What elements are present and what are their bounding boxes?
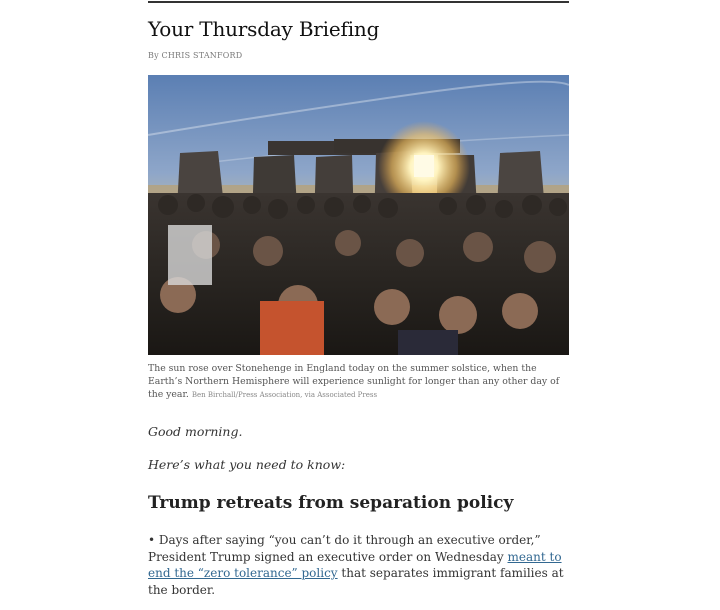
paragraph-text-after-link: that separates immigrant families at the border. (148, 566, 564, 597)
section-headline: Trump retreats from separation policy (148, 493, 514, 513)
intro-line: Here’s what you need to know: (148, 457, 346, 472)
byline: By CHRIS STANFORD (148, 51, 243, 60)
article-container (148, 0, 569, 610)
zero-tolerance-link[interactable]: meant to end the “zero tolerance” policy (148, 549, 562, 580)
greeting: Good morning. (148, 424, 243, 439)
paragraph-text-before-link: • Days after saying “you can’t do it through an executive order,” President Trump signed an executive order on Wednesday (148, 533, 541, 564)
top-rule (148, 1, 569, 3)
photo-credit: Ben Birchall/Press Association, via Associated Press (191, 391, 378, 399)
caption-text: The sun rose over Stonehenge in England today on the summer solstice, when the Earth’s Northern Hemisphere will experience sunlight for longer than any other day of the year. (148, 363, 560, 400)
hero-photo (148, 75, 569, 355)
article-title: Your Thursday Briefing (148, 17, 380, 41)
photo-caption (148, 362, 569, 402)
paragraph (148, 532, 569, 598)
